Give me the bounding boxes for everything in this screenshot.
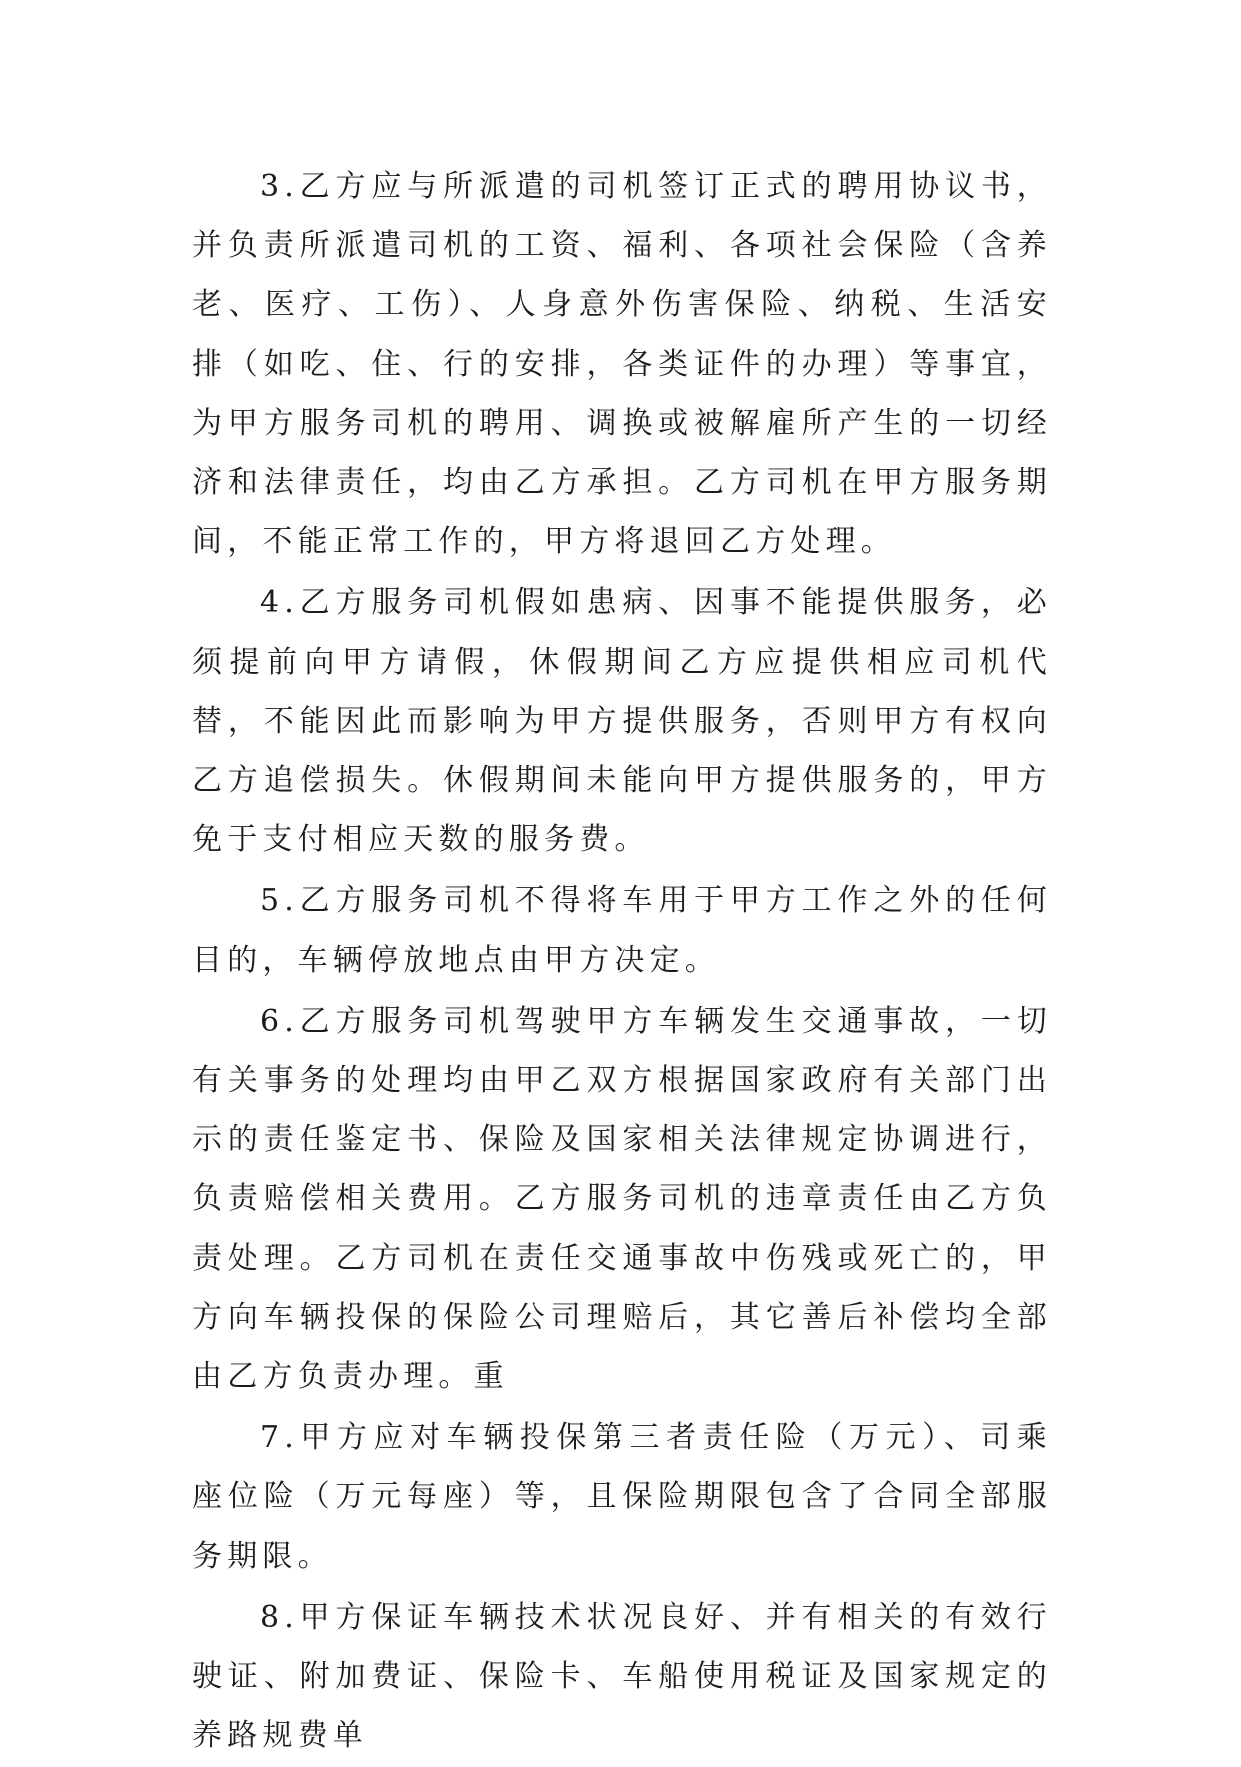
clause-3: 3.乙方应与所派遣的司机签订正式的聘用协议书，并负责所派遣司机的工资、福利、各项社会保险（含养老、医疗、工伤）、人身意外伤害保险、纳税、生活安排（如吃、住、行的安排，各类证件的办理）等事宜，为甲方服务司机的聘用、调换或被解雇所产生的一切经济和法律责任，均由乙方承担。乙方司机在甲方服务期间，不能正常工作的，甲方将退回乙方处理。	[192, 169, 1052, 560]
clause-5: 5.乙方服务司机不得将车用于甲方工作之外的任何目的，车辆停放地点由甲方决定。	[192, 883, 1052, 978]
clause-8: 8.甲方保证车辆技术状况良好、并有相关的有效行驶证、附加费证、保险卡、车船使用税证及国家规定的养路规费单	[192, 1599, 1052, 1754]
clause-4: 4.乙方服务司机假如患病、因事不能提供服务，必须提前向甲方请假，休假期间乙方应提供相应司机代替，不能因此而影响为甲方提供服务，否则甲方有权向乙方追偿损失。休假期间未能向甲方提供服务的，甲方免于支付相应天数的服务费。	[192, 585, 1052, 858]
clause-7: 7.甲方应对车辆投保第三者责任险（万元）、司乘座位险（万元每座）等，且保险期限包含了合同全部服务期限。	[192, 1420, 1052, 1574]
document-body	[192, 157, 1052, 1767]
clause-6: 6.乙方服务司机驾驶甲方车辆发生交通事故，一切有关事务的处理均由甲乙双方根据国家政府有关部门出示的责任鉴定书、保险及国家相关法律规定协调进行，负责赔偿相关费用。乙方服务司机的违章责任由乙方负责处理。乙方司机在责任交通事故中伤残或死亡的，甲方向车辆投保的保险公司理赔后，其它善后补偿均全部由乙方负责办理。重	[192, 1003, 1052, 1395]
